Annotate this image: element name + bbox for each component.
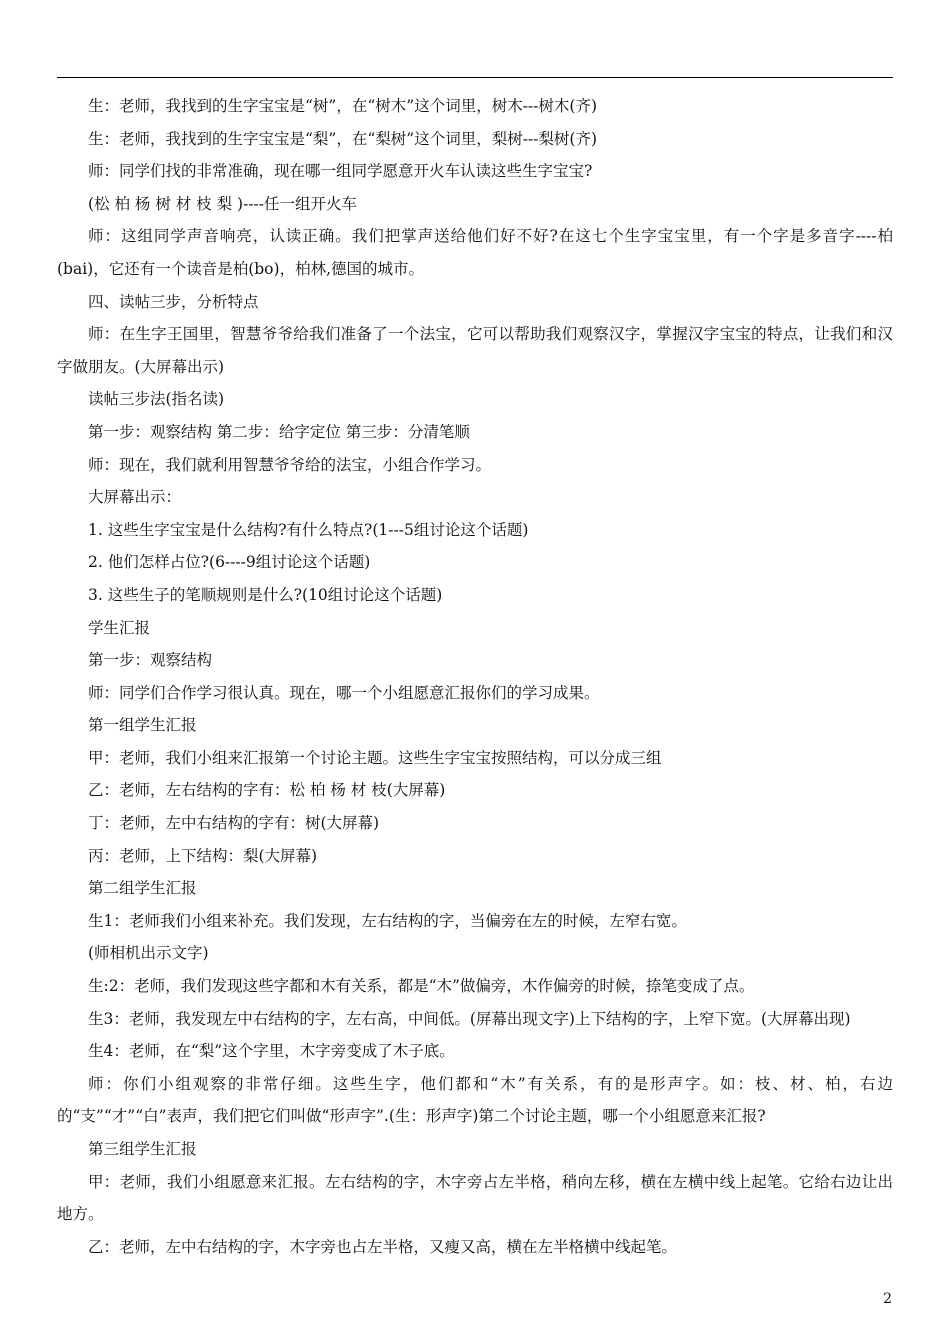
paragraph: 师：同学们找的非常准确，现在哪一组同学愿意开火车认读这些生字宝宝? [88,162,593,181]
paragraph: 生:2：老师，我们发现这些字都和木有关系，都是“木”做偏旁，木作偏旁的时候，捺笔变成了点。 [88,977,755,996]
paragraph: 生：老师，我找到的生字宝宝是“梨”，在“梨树”这个词里，梨树---梨树(齐) [88,129,598,148]
paragraph: 师：现在，我们就利用智慧爷爷给的法宝，小组合作学习。 [88,455,492,474]
list-item: 2. 他们怎样占位?(6----9组讨论这个话题) [88,553,371,572]
header-rule [57,77,893,78]
paragraph: 大屏幕出示： [88,488,182,507]
document-body [57,90,893,1263]
list-item: 3. 这些生子的笔顺规则是什么?(10组讨论这个话题) [88,585,443,604]
paragraph: 第三组学生汇报 [88,1140,197,1158]
paragraph: 师：在生字王国里，智慧爷爷给我们准备了一个法宝，它可以帮助我们观察汉字，掌握汉字宝宝的特点，让我们和汉字做朋友。(大屏幕出示) [57,325,893,376]
paragraph: 师：你们小组观察的非常仔细。这些生字，他们都和“木”有关系，有的是形声字。如：枝、材、柏，右边的“支”“才”“白”表声，我们把它们叫做“形声字”.(生：形声字)第二个讨论主题，哪一个小组愿意来汇报? [57,1074,893,1126]
list-item: 1. 这些生字宝宝是什么结构?有什么特点?(1---5组讨论这个话题) [88,520,529,539]
paragraph: (师相机出示文字) [88,944,209,963]
paragraph: 师：同学们合作学习很认真。现在，哪一个小组愿意汇报你们的学习成果。 [88,683,600,702]
paragraph: 生4：老师，在“梨”这个字里，木字旁变成了木子底。 [88,1042,455,1061]
paragraph: 第一步：观察结构 [88,651,213,670]
paragraph: 生3：老师，我发现左中右结构的字，左右高，中间低。(屏幕出现文字)上下结构的字，上窄下宽。(大屏幕出现) [88,1009,851,1028]
paragraph: 师：这组同学声音响亮，认读正确。我们把掌声送给他们好不好?在这七个生字宝宝里，有一个字是多音字----柏(bai)，它还有一个读音是柏(bo)，柏林,德国的城市。 [57,227,893,278]
paragraph: 第一步：观察结构 第二步：给字定位 第三步：分清笔顺 [88,422,470,441]
paragraph: 甲：老师，我们小组来汇报第一个讨论主题。这些生字宝宝按照结构，可以分成三组 [88,748,662,767]
paragraph: 生：老师，我找到的生字宝宝是“树”，在“树木”这个词里，树木---树木(齐) [88,97,598,115]
paragraph: 丙：老师，上下结构：梨(大屏幕) [88,846,318,865]
page-number: 2 [883,1291,892,1307]
paragraph: 丁：老师，左中右结构的字有：树(大屏幕) [88,814,380,833]
paragraph: 读帖三步法(指名读) [88,390,225,409]
paragraph: 甲：老师，我们小组愿意来汇报。左右结构的字，木字旁占左半格，稍向左移，横在左横中线上起笔。它给右边让出地方。 [57,1172,893,1224]
paragraph: 乙：老师，左中右结构的字，木字旁也占左半格，又瘦又高，横在左半格横中线起笔。 [88,1237,678,1256]
paragraph: 乙：老师，左右结构的字有：松 柏 杨 材 枝(大屏幕) [88,781,446,800]
paragraph: 第二组学生汇报 [88,879,197,898]
paragraph: 第一组学生汇报 [88,716,197,735]
paragraph: 生1：老师我们小组来补充。我们发现，左右结构的字，当偏旁在左的时候，左窄右宽。 [88,911,687,930]
section-heading: 四、读帖三步，分析特点 [88,292,259,311]
paragraph: (松 柏 杨 树 材 枝 梨 )----任一组开火车 [88,194,358,213]
paragraph: 学生汇报 [88,618,151,637]
